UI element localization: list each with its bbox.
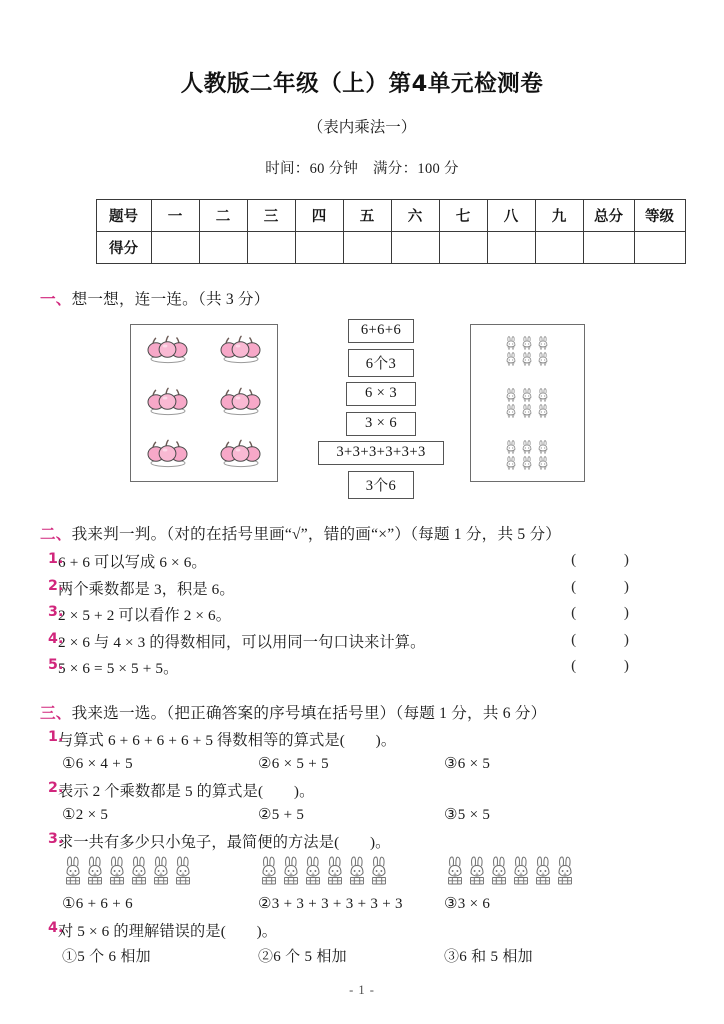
rabbit-item — [128, 856, 150, 891]
rabbit-icon — [324, 856, 346, 886]
choice-options — [0, 805, 724, 824]
rabbit-icon — [554, 856, 576, 886]
rabbit-item — [302, 856, 324, 891]
judgement-answer-bracket[interactable]: ( ) — [571, 604, 651, 621]
bunny-item — [520, 336, 535, 351]
rabbit-icon — [346, 856, 368, 886]
choice-option[interactable]: ①6 × 4 + 5 — [62, 756, 133, 772]
bunny-cluster — [504, 440, 551, 471]
bunny-item — [536, 456, 551, 471]
judgement-item — [0, 604, 724, 625]
expression-box[interactable]: 3 × 6 — [346, 412, 416, 436]
plate-item — [146, 334, 190, 369]
judgement-number: 5. — [48, 657, 64, 673]
bunny-outline-icon — [504, 404, 518, 418]
score-cell-7[interactable] — [439, 232, 487, 264]
rabbit-item — [346, 856, 368, 891]
judgement-answer-bracket[interactable]: ( ) — [571, 577, 651, 595]
bunny-groups-picture-box — [470, 324, 585, 482]
plate-item — [219, 334, 263, 369]
apples-on-plate-icon — [146, 386, 190, 416]
bunny-outline-icon — [536, 336, 550, 350]
apples-on-plate-icon — [146, 438, 190, 468]
bunny-item — [536, 336, 551, 351]
rabbit-icon — [280, 856, 302, 886]
section-title-1: 想一想，连一连。（共 3 分） — [71, 291, 270, 308]
score-col-2: 二 — [199, 200, 247, 232]
rabbit-item — [258, 856, 280, 891]
section-number-1: 一、 — [40, 291, 72, 308]
judgement-number: 1. — [48, 551, 64, 567]
bunny-outline-icon — [504, 456, 518, 470]
exam-meta: 时间：60 分钟 满分：100 分 — [265, 161, 459, 177]
bunny-outline-icon — [520, 456, 534, 470]
score-table-label-0: 题号 — [96, 200, 151, 232]
expression-box[interactable]: 6个3 — [348, 349, 414, 377]
apples-on-plate-icon — [219, 334, 263, 364]
bunny-outline-icon — [520, 388, 534, 402]
judgement-answer-bracket[interactable]: ( ) — [571, 551, 651, 568]
expression-box-column — [296, 319, 466, 504]
choice-question-text: 求一共有多少只小兔子，最简便的方法是( )。 — [58, 834, 391, 851]
bunny-item — [536, 352, 551, 367]
score-cell-6[interactable] — [391, 232, 439, 264]
score-cell-4[interactable] — [295, 232, 343, 264]
rabbit-icon — [84, 856, 106, 886]
judgement-number: 2. — [48, 577, 64, 594]
score-cell-5[interactable] — [343, 232, 391, 264]
judgement-number: 3. — [48, 604, 64, 620]
score-col-7: 七 — [439, 200, 487, 232]
choice-question-number: 2. — [48, 780, 64, 796]
score-cell-9[interactable] — [535, 232, 583, 264]
bunny-group-grid — [471, 325, 584, 481]
table-row — [96, 200, 685, 232]
rabbit-icon — [488, 856, 510, 886]
score-cell-1[interactable] — [151, 232, 199, 264]
score-col-total: 总分 — [583, 200, 634, 232]
bunny-item — [536, 404, 551, 419]
section-heading-3 — [40, 701, 724, 723]
judgement-item — [0, 578, 724, 599]
choice-question-stem — [0, 780, 724, 801]
bunny-item — [504, 336, 519, 351]
score-col-9: 九 — [535, 200, 583, 232]
expression-box[interactable]: 6+6+6 — [348, 319, 414, 343]
expression-box[interactable]: 3个6 — [348, 471, 414, 499]
score-table-label-1: 得分 — [96, 232, 151, 264]
bunny-item — [520, 388, 535, 403]
bunny-item — [520, 440, 535, 455]
section-heading-1 — [40, 287, 724, 309]
judgement-item — [0, 631, 724, 652]
judgement-text: 5 × 6 = 5 × 5 + 5。 — [58, 660, 179, 677]
bunny-item — [536, 388, 551, 403]
bunny-cluster — [504, 388, 551, 419]
choice-options — [0, 754, 724, 773]
choice-option[interactable]: ③5 × 5 — [444, 807, 491, 823]
rabbit-icon — [172, 856, 194, 886]
choice-question-list — [0, 729, 724, 966]
score-col-5: 五 — [343, 200, 391, 232]
choice-option[interactable]: ③6 和 5 相加 — [444, 949, 533, 965]
bunny-cluster — [504, 336, 551, 367]
bunny-outline-icon — [504, 336, 518, 350]
rabbit-item — [84, 856, 106, 891]
table-row — [96, 232, 685, 264]
rabbit-icon — [150, 856, 172, 886]
score-col-4: 四 — [295, 200, 343, 232]
choice-option[interactable]: ①5 个 6 相加 — [62, 949, 151, 965]
rabbit-item — [368, 856, 390, 891]
plates-picture-box — [130, 324, 278, 482]
rabbit-item — [532, 856, 554, 891]
rabbit-icon — [368, 856, 390, 886]
rabbit-icon — [62, 856, 84, 886]
bunny-outline-icon — [520, 404, 534, 418]
section-title-2: 我来判一判。（对的在括号里画“√”，错的画“×”）（每题 1 分，共 5 分） — [71, 526, 562, 543]
score-col-6: 六 — [391, 200, 439, 232]
choice-option[interactable]: ②5 + 5 — [258, 807, 305, 823]
bunny-item — [504, 352, 519, 367]
score-cell-8[interactable] — [487, 232, 535, 264]
judgement-item — [0, 657, 724, 678]
bunny-outline-icon — [536, 456, 550, 470]
rabbit-group — [62, 856, 258, 891]
bunny-item — [504, 404, 519, 419]
choice-question-text: 与算式 6 + 6 + 6 + 6 + 5 得数相等的算式是( )。 — [58, 732, 397, 749]
judgement-list — [0, 551, 724, 678]
rabbit-icon — [302, 856, 324, 886]
rabbit-icon — [444, 856, 466, 886]
choice-option[interactable]: ②6 × 5 + 5 — [258, 756, 329, 772]
section-number-2: 二、 — [40, 526, 72, 543]
judgement-text: 两个乘数都是 3，积是 6。 — [58, 580, 235, 598]
rabbit-icon — [466, 856, 488, 886]
choice-option[interactable]: ①2 × 5 — [62, 807, 109, 823]
choice-option[interactable]: ②6 个 5 相加 — [258, 949, 347, 965]
score-cell-total[interactable] — [583, 232, 634, 264]
bunny-outline-icon — [536, 388, 550, 402]
plate-item — [146, 438, 190, 473]
choice-question-text: 表示 2 个乘数都是 5 的算式是( )。 — [58, 783, 315, 800]
section-heading-2 — [40, 522, 724, 544]
bunny-outline-icon — [504, 352, 518, 366]
bunny-outline-icon — [504, 440, 518, 454]
plate-item — [146, 386, 190, 421]
judgement-text: 2 × 5 + 2 可以看作 2 × 6。 — [58, 607, 232, 624]
rabbit-item — [172, 856, 194, 891]
apples-on-plate-icon — [146, 334, 190, 364]
choice-option[interactable]: ②3 + 3 + 3 + 3 + 3 + 3 — [258, 896, 403, 912]
rabbit-item — [444, 856, 466, 891]
choice-question-stem — [0, 729, 724, 750]
rabbit-icon — [510, 856, 532, 886]
judgement-text: 2 × 6 与 4 × 3 的得数相同，可以用同一句口诀来计算。 — [58, 633, 426, 651]
rabbit-group — [258, 856, 444, 891]
apples-on-plate-icon — [219, 386, 263, 416]
choice-question-stem — [0, 920, 724, 941]
choice-option[interactable]: ③3 × 6 — [444, 896, 491, 912]
score-cell-3[interactable] — [247, 232, 295, 264]
score-col-1: 一 — [151, 200, 199, 232]
bunny-outline-icon — [504, 388, 518, 402]
bunny-item — [520, 456, 535, 471]
rabbit-item — [554, 856, 576, 891]
score-cell-2[interactable] — [199, 232, 247, 264]
rabbit-item — [488, 856, 510, 891]
choice-question-number: 4. — [48, 920, 64, 936]
bunny-item — [504, 388, 519, 403]
rabbit-icon — [106, 856, 128, 886]
judgement-answer-bracket[interactable]: ( ) — [571, 630, 651, 648]
score-col-3: 三 — [247, 200, 295, 232]
bunny-outline-icon — [520, 440, 534, 454]
bunny-item — [536, 440, 551, 455]
bunny-outline-icon — [520, 336, 534, 350]
choice-question-number: 1. — [48, 729, 64, 745]
page-subtitle: （表内乘法一） — [307, 118, 417, 136]
score-cell-grade[interactable] — [634, 232, 685, 264]
rabbit-icon — [128, 856, 150, 886]
rabbit-item — [510, 856, 532, 891]
bunny-outline-icon — [520, 352, 534, 366]
choice-options — [0, 945, 724, 966]
choice-options — [0, 894, 724, 913]
bunny-item — [520, 404, 535, 419]
rabbit-item — [150, 856, 172, 891]
rabbit-item — [280, 856, 302, 891]
rabbit-item — [62, 856, 84, 891]
judgement-number: 4. — [48, 630, 64, 647]
bunny-item — [504, 456, 519, 471]
section-number-3: 三、 — [40, 705, 72, 722]
rabbit-item — [324, 856, 346, 891]
expression-box[interactable]: 3+3+3+3+3+3 — [318, 441, 444, 465]
plate-item — [219, 438, 263, 473]
judgement-text: 6 + 6 可以写成 6 × 6。 — [58, 554, 207, 571]
bunny-outline-icon — [536, 352, 550, 366]
bunny-item — [520, 352, 535, 367]
plate-grid — [131, 325, 277, 481]
score-col-8: 八 — [487, 200, 535, 232]
plate-item — [219, 386, 263, 421]
page-number: - 1 - — [349, 983, 375, 997]
bunny-item — [504, 440, 519, 455]
score-col-grade: 等级 — [634, 200, 685, 232]
choice-question-number: 3. — [48, 831, 64, 847]
choice-option[interactable]: ①6 + 6 + 6 — [62, 896, 133, 912]
apples-on-plate-icon — [219, 438, 263, 468]
choice-question-text: 对 5 × 6 的理解错误的是( )。 — [58, 923, 278, 940]
judgement-item — [0, 551, 724, 572]
score-table — [96, 199, 674, 264]
rabbit-icon — [258, 856, 280, 886]
judgement-answer-bracket[interactable]: ( ) — [571, 657, 651, 674]
rabbit-icon — [532, 856, 554, 886]
rabbit-illustration-row — [0, 856, 724, 891]
section-title-3: 我来选一选。（把正确答案的序号填在括号里）（每题 1 分，共 6 分） — [71, 705, 547, 722]
choice-option[interactable]: ③6 × 5 — [444, 756, 491, 772]
matching-exercise — [0, 319, 724, 499]
bunny-outline-icon — [536, 404, 550, 418]
rabbit-group — [444, 856, 576, 891]
expression-box[interactable]: 6 × 3 — [346, 382, 416, 406]
page-title: 人教版二年级（上）第4单元检测卷 — [180, 71, 544, 97]
bunny-outline-icon — [536, 440, 550, 454]
choice-question-stem — [0, 831, 724, 852]
rabbit-item — [466, 856, 488, 891]
rabbit-item — [106, 856, 128, 891]
